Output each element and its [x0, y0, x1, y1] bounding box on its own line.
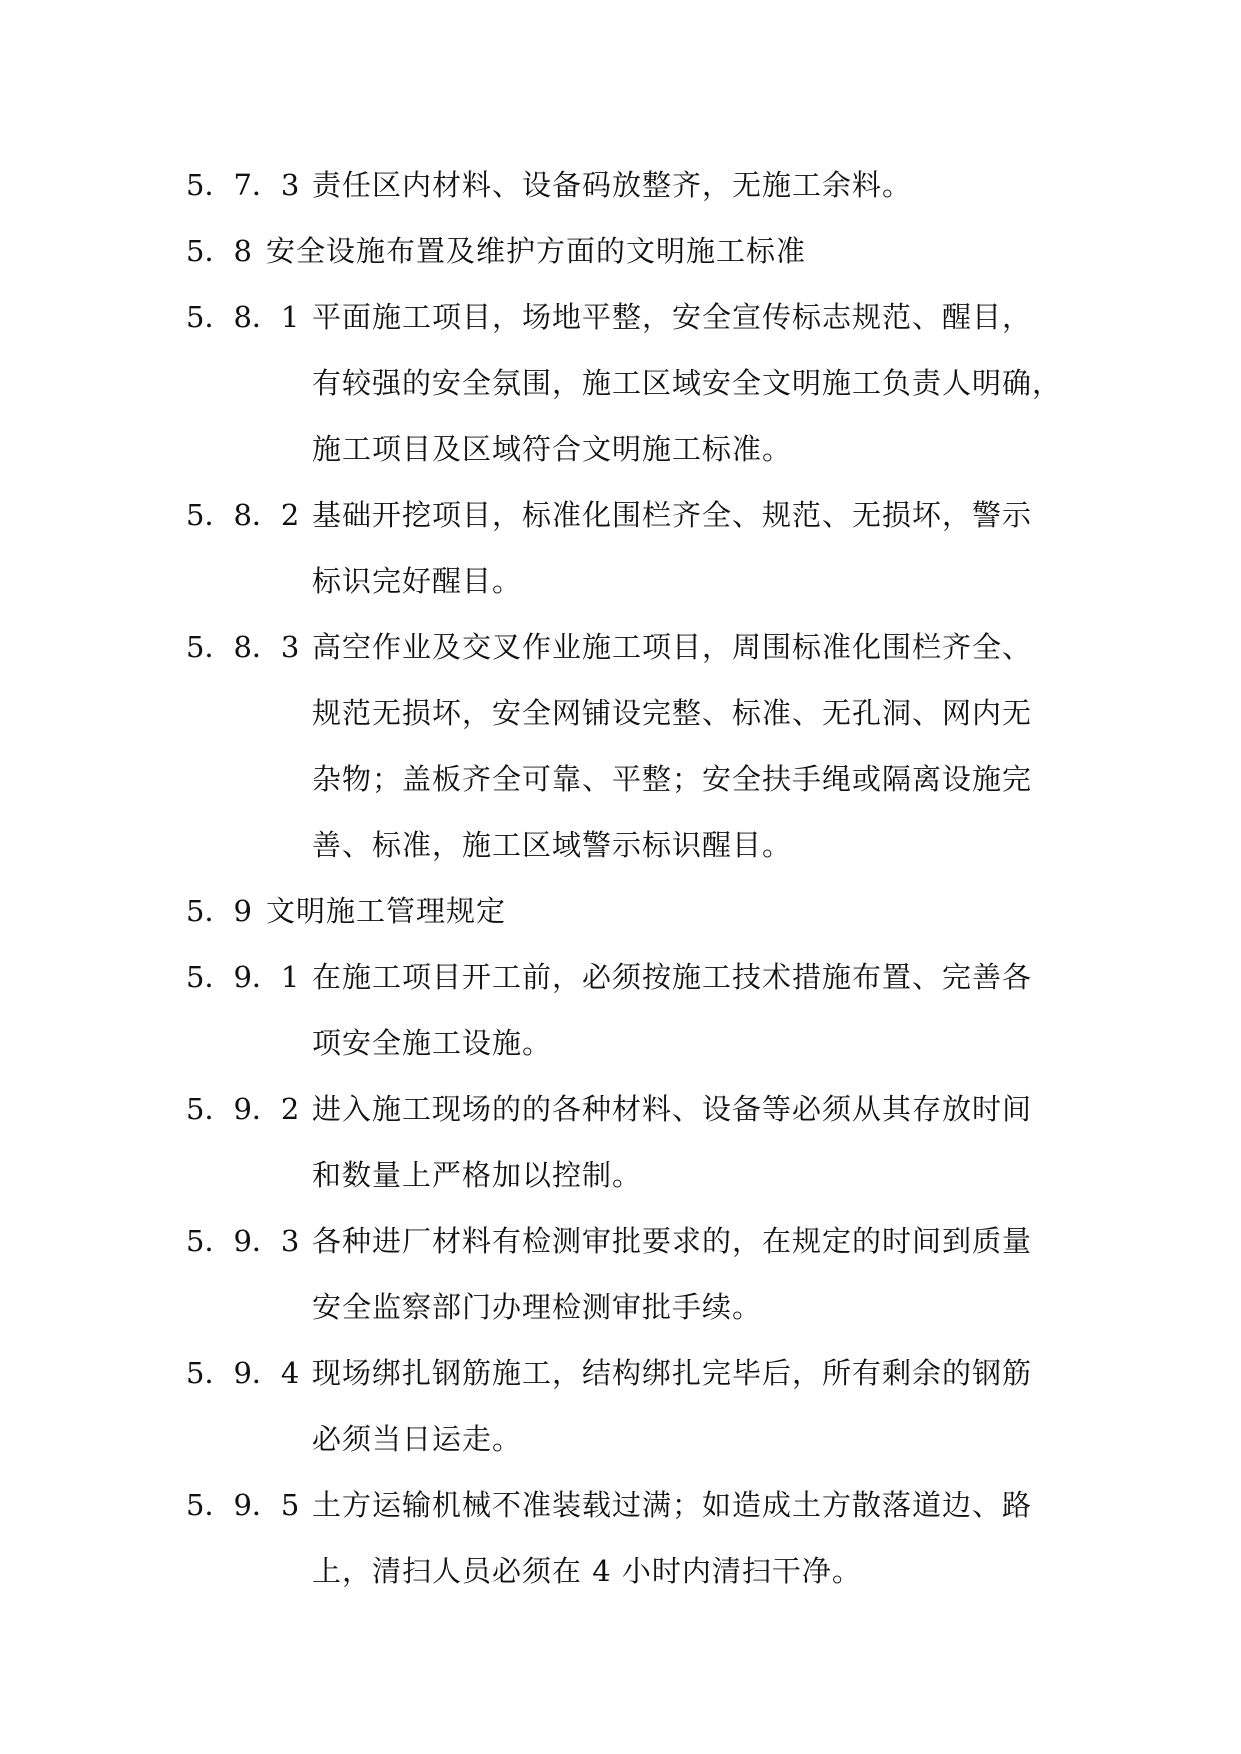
clause-text-line: 平面施工项目，场地平整，安全宣传标志规范、醒目， — [312, 300, 1033, 334]
clause-text — [266, 878, 1066, 944]
clause-text-line: 杂物；盖板齐全可靠、平整；安全扶手绳或隔离设施完 — [312, 762, 1033, 796]
clause-number: 5．7．3 — [186, 168, 300, 202]
clause-item — [186, 1076, 1066, 1208]
clause-text-line: 在施工项目开工前，必须按施工技术措施布置、完善各 — [312, 960, 1033, 994]
clause-item — [186, 1472, 1066, 1604]
clause-item — [186, 1208, 1066, 1340]
clause-text-line: 善、标准，施工区域警示标识醒目。 — [312, 828, 793, 862]
clause-item — [186, 482, 1066, 614]
clause-item — [186, 944, 1066, 1076]
clause-text-line: 各种进厂材料有检测审批要求的，在规定的时间到质量 — [312, 1224, 1033, 1258]
clause-text — [312, 284, 1066, 482]
clause-item — [186, 1340, 1066, 1472]
clause-number: 5．8．2 — [186, 498, 300, 532]
document-body — [186, 152, 1066, 1604]
clause-text — [312, 944, 1066, 1076]
clause-text-line: 有较强的安全氛围，施工区域安全文明施工负责人明确， — [312, 366, 1063, 400]
clause-text — [312, 1472, 1066, 1604]
clause-text-line: 责任区内材料、设备码放整齐，无施工余料。 — [312, 168, 913, 202]
clause-text-line: 进入施工现场的的各种材料、设备等必须从其存放时间 — [312, 1092, 1033, 1126]
clause-text-line: 和数量上严格加以控制。 — [312, 1158, 643, 1192]
clause-text-line: 上，清扫人员必须在 4 小时内清扫干净。 — [312, 1554, 862, 1588]
clause-number: 5．9．2 — [186, 1092, 300, 1126]
clause-item — [186, 878, 1066, 944]
clause-text-line: 现场绑扎钢筋施工，结构绑扎完毕后，所有剩余的钢筋 — [312, 1356, 1033, 1390]
clause-number: 5．9．1 — [186, 960, 300, 994]
clause-number: 5．9．5 — [186, 1488, 300, 1522]
clause-text-line: 标识完好醒目。 — [312, 564, 523, 598]
clause-number: 5．8．1 — [186, 300, 300, 334]
clause-number: 5．9．3 — [186, 1224, 300, 1258]
clause-text — [312, 1076, 1066, 1208]
clause-number: 5．9 — [186, 894, 252, 928]
clause-number: 5．8 — [186, 234, 252, 268]
clause-text-line: 施工项目及区域符合文明施工标准。 — [312, 432, 793, 466]
clause-text-line: 土方运输机械不准装载过满；如造成土方散落道边、路 — [312, 1488, 1033, 1522]
clause-text-line: 必须当日运走。 — [312, 1422, 523, 1456]
clause-item — [186, 218, 1066, 284]
clause-number: 5．9．4 — [186, 1356, 300, 1390]
clause-text-line: 高空作业及交叉作业施工项目，周围标准化围栏齐全、 — [312, 630, 1033, 664]
clause-text-line: 安全监察部门办理检测审批手续。 — [312, 1290, 763, 1324]
clause-text — [312, 152, 1066, 218]
clause-text-line: 文明施工管理规定 — [266, 894, 507, 928]
clause-text-line: 项安全施工设施。 — [312, 1026, 553, 1060]
clause-text — [312, 1208, 1066, 1340]
clause-text — [312, 1340, 1066, 1472]
clause-text-line: 安全设施布置及维护方面的文明施工标准 — [266, 234, 807, 268]
clause-text — [266, 218, 1066, 284]
clause-number: 5．8．3 — [186, 630, 300, 664]
clause-item — [186, 284, 1066, 482]
clause-text — [312, 614, 1066, 878]
clause-text — [312, 482, 1066, 614]
clause-item — [186, 152, 1066, 218]
clause-text-line: 基础开挖项目，标准化围栏齐全、规范、无损坏，警示 — [312, 498, 1033, 532]
clause-item — [186, 614, 1066, 878]
clause-text-line: 规范无损坏，安全网铺设完整、标准、无孔洞、网内无 — [312, 696, 1033, 730]
